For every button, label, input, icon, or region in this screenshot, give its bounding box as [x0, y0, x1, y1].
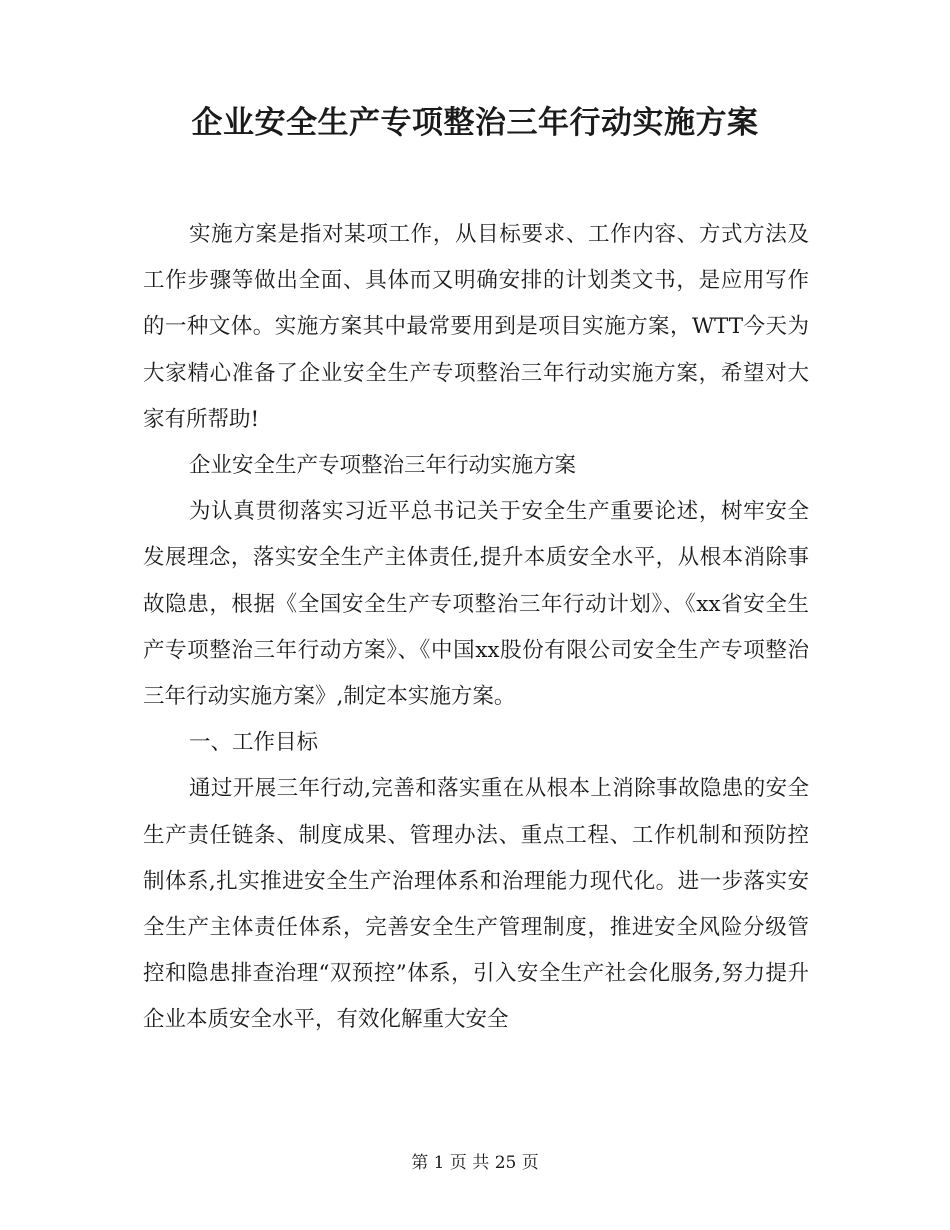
paragraph-subtitle: 企业安全生产专项整治三年行动实施方案: [189, 453, 577, 479]
document-body: [143, 212, 809, 1044]
paragraph-goals: 通过开展三年行动,完善和落实重在从根本上消除事故隐患的安全生产责任链条、制度成果、管理办法、重点工程、工作机制和预防控制体系,扎实推进安全生产治理体系和治理能力现代化。进一步落实安全生产主体责任体系，完善安全生产管理制度，推进安全风险分级管控和隐患排查治理“双预控”体系，引入安全生产社会化服务,努力提升企业本质安全水平，有效化解重大安全: [143, 776, 809, 1033]
paragraph-preamble: 为认真贯彻落实习近平总书记关于安全生产重要论述，树牢安全发展理念，落实安全生产主体责任,提升本质安全水平，从根本消除事故隐患，根据《全国安全生产专项整治三年行动计划》、《xx省安全生产专项整治三年行动方案》、《中国xx股份有限公司安全生产专项整治三年行动实施方案》,制定本实施方案。: [143, 499, 809, 710]
document-title: 企业安全生产专项整治三年行动实施方案: [191, 105, 759, 141]
page-number-footer: 第 1 页 共 25 页: [411, 1153, 539, 1173]
paragraph-intro: 实施方案是指对某项工作，从目标要求、工作内容、方式方法及工作步骤等做出全面、具体而又明确安排的计划类文书，是应用写作的一种文体。实施方案其中最常要用到是项目实施方案，WTT今天为大家精心准备了企业安全生产专项整治三年行动实施方案，希望对大家有所帮助!: [143, 222, 809, 432]
section-heading-goals: 一、工作目标: [189, 730, 319, 756]
